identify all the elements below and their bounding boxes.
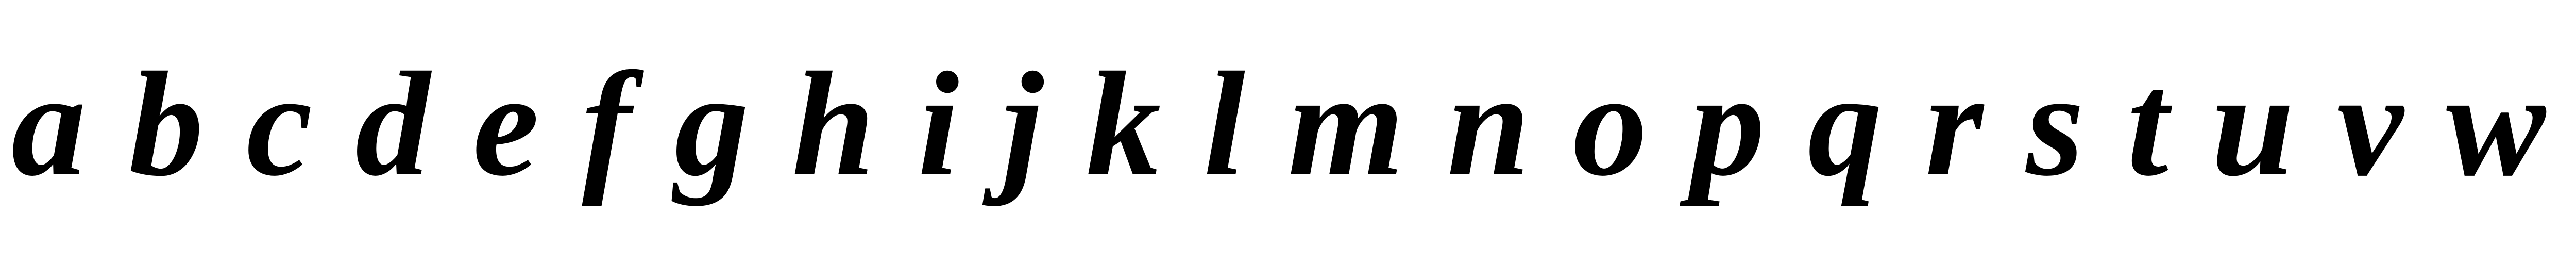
glyph-t: t: [2127, 41, 2168, 207]
glyph-g: g: [674, 41, 749, 207]
glyph-v: v: [2337, 41, 2403, 207]
glyph-m: m: [1287, 41, 1404, 207]
glyph-r: r: [1925, 41, 1984, 207]
glyph-n: n: [1447, 41, 1530, 207]
glyph-l: l: [1204, 41, 1245, 207]
glyph-p: p: [1690, 41, 1765, 207]
glyph-a: a: [11, 41, 86, 207]
glyph-b: b: [128, 41, 204, 207]
glyph-u: u: [2211, 41, 2295, 207]
glyph-f: f: [582, 41, 632, 207]
glyph-h: h: [791, 41, 875, 207]
glyph-o: o: [1572, 41, 1648, 207]
glyph-j: j: [1002, 41, 1044, 207]
glyph-e: e: [472, 41, 539, 207]
glyph-d: d: [355, 41, 430, 207]
glyph-i: i: [918, 41, 959, 207]
glyph-w: w: [2446, 41, 2546, 207]
glyph-k: k: [1086, 41, 1161, 207]
glyph-c: c: [246, 41, 313, 207]
glyph-q: q: [1807, 41, 1883, 207]
glyph-s: s: [2026, 41, 2084, 207]
